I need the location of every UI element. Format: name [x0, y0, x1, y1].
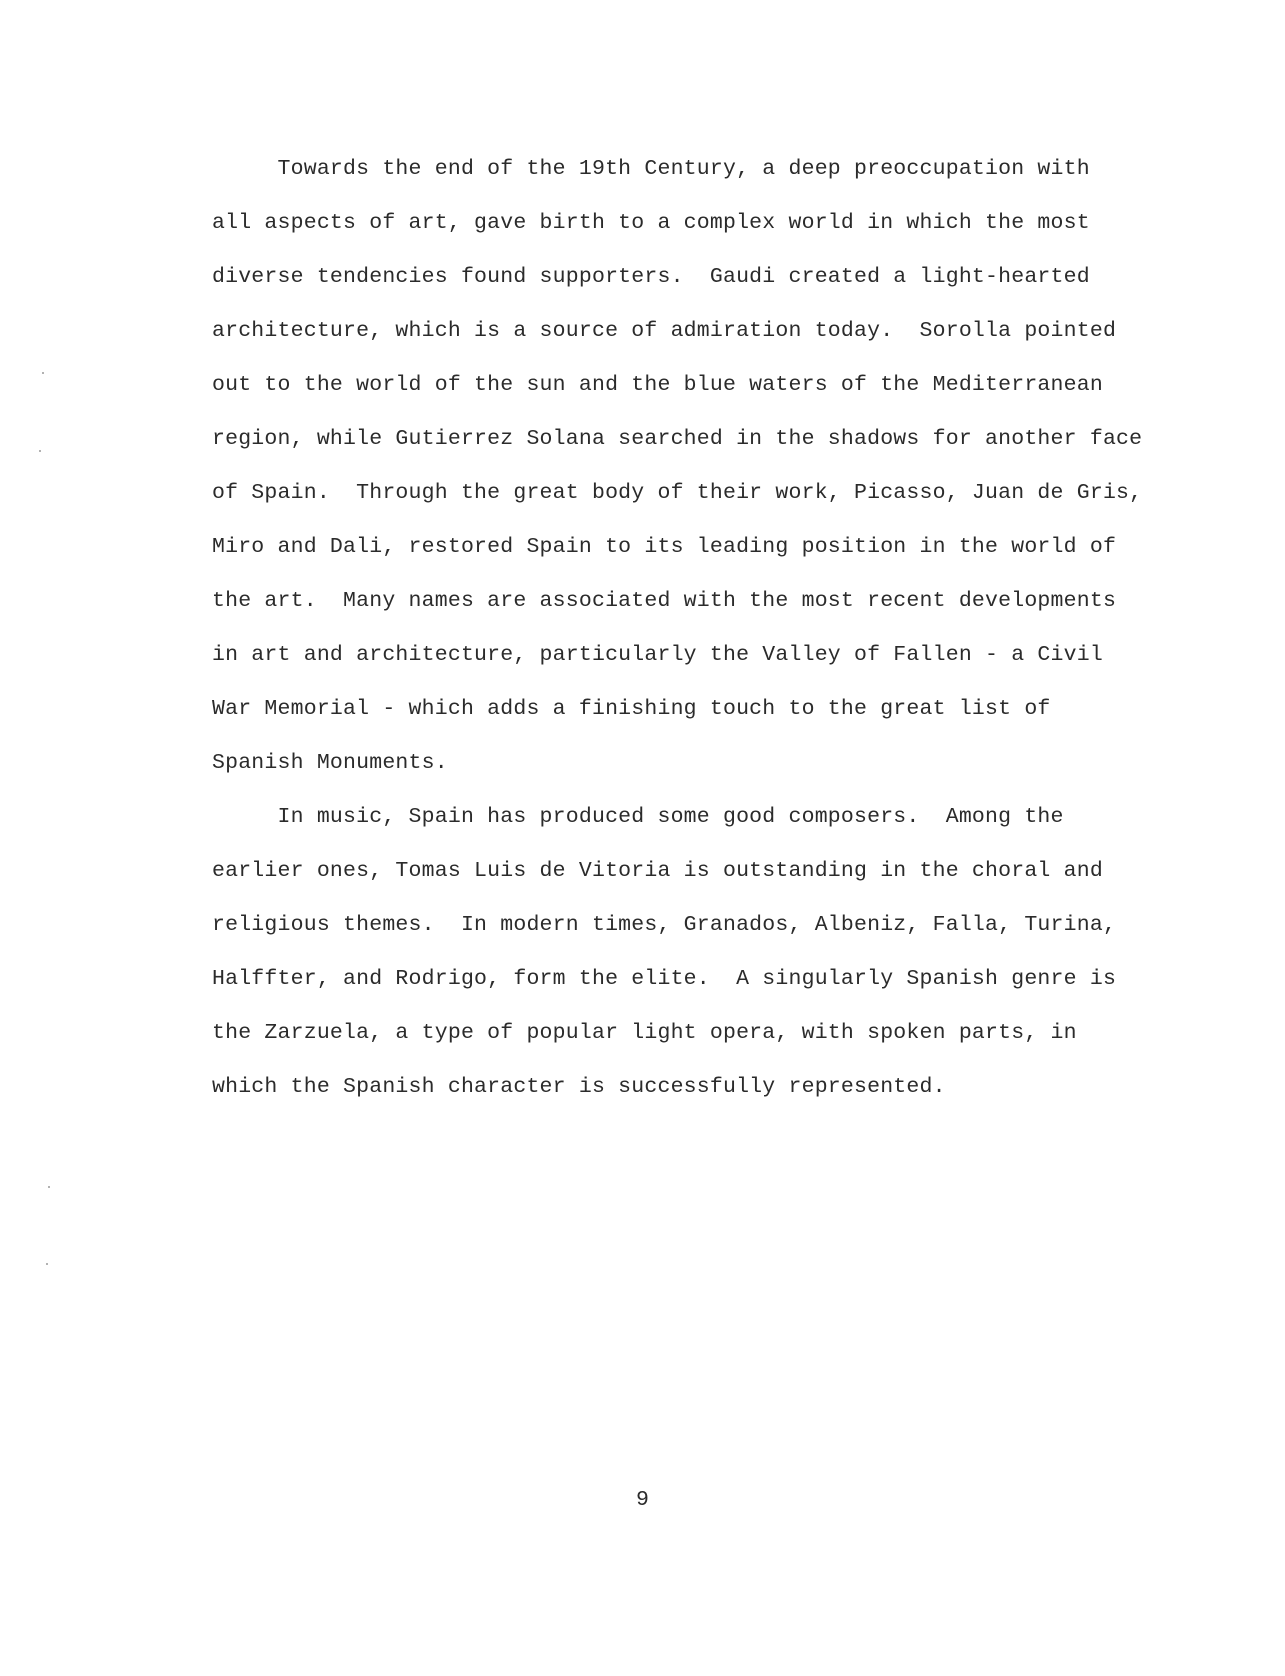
- page-number: 9: [636, 1488, 649, 1512]
- text-line: the art. Many names are associated with the most recent developments: [212, 589, 1117, 613]
- scan-speck: [42, 372, 44, 374]
- text-line: region, while Gutierrez Solana searched in the shadows for another face: [212, 427, 1143, 451]
- text-line: War Memorial - which adds a finishing touch to the great list of: [212, 697, 1051, 721]
- text-line: Miro and Dali, restored Spain to its leading position in the world of: [212, 535, 1117, 559]
- text-line: Halffter, and Rodrigo, form the elite. A singularly Spanish genre is: [212, 967, 1117, 991]
- text-line: religious themes. In modern times, Granados, Albeniz, Falla, Turina,: [212, 913, 1117, 937]
- text-line: diverse tendencies found supporters. Gaudi created a light-hearted: [212, 265, 1090, 289]
- text-line: out to the world of the sun and the blue waters of the Mediterranean: [212, 373, 1103, 397]
- text-line: Spanish Monuments.: [212, 751, 448, 775]
- text-line: architecture, which is a source of admiration today. Sorolla pointed: [212, 319, 1117, 343]
- text-line: In music, Spain has produced some good composers. Among the: [212, 805, 1064, 829]
- text-line: of Spain. Through the great body of their work, Picasso, Juan de Gris,: [212, 481, 1143, 505]
- text-line: earlier ones, Tomas Luis de Vitoria is outstanding in the choral and: [212, 859, 1103, 883]
- scan-speck: [39, 450, 41, 452]
- text-line: all aspects of art, gave birth to a complex world in which the most: [212, 211, 1090, 235]
- text-line: the Zarzuela, a type of popular light opera, with spoken parts, in: [212, 1021, 1077, 1045]
- scan-speck: [46, 1263, 48, 1265]
- text-line: in art and architecture, particularly the Valley of Fallen - a Civil: [212, 643, 1103, 667]
- text-line: which the Spanish character is successfully represented.: [212, 1075, 946, 1099]
- text-line: Towards the end of the 19th Century, a deep preoccupation with: [212, 157, 1090, 181]
- scan-speck: [48, 1186, 50, 1188]
